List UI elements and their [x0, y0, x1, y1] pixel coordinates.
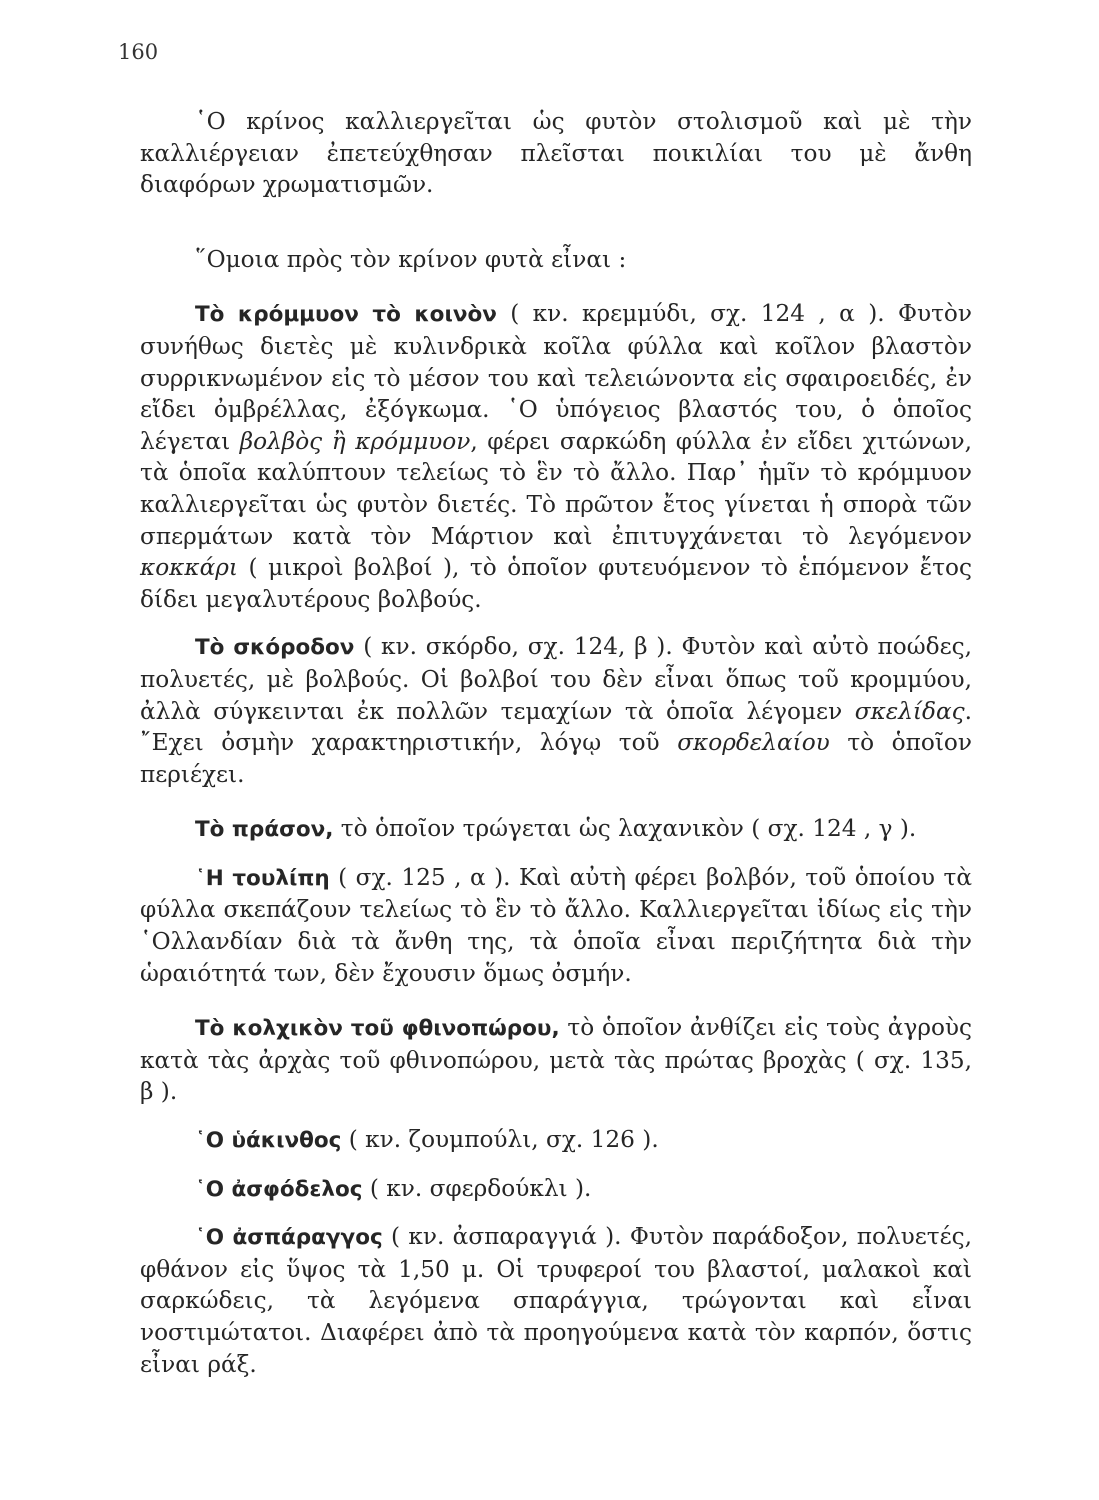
- paragraph-hyacinth: [140, 1124, 972, 1157]
- paragraph-text: ( κν. σφερδούκλι ).: [362, 1174, 592, 1202]
- term-heading: Τὸ πράσον,: [195, 817, 334, 843]
- term-heading: ῾Ο ἀσπάραγγος: [195, 1225, 383, 1251]
- paragraph-leek: [140, 813, 972, 846]
- paragraph-text: ( μικροὶ βολβοί ), τὸ ὁποῖον φυτευόμενον τὸ ἑπόμενον ἔτος δίδει μεγαλυτέρους βολβούς.: [140, 554, 972, 613]
- italic-term: σκελίδας: [854, 697, 965, 725]
- paragraph-garlic: [140, 631, 972, 790]
- body-text: [140, 106, 972, 1380]
- paragraph-asparagus: [140, 1221, 972, 1380]
- paragraph-text: ( κν. κρεμμύδι, σχ. 124 , α ). Φυτὸν συνήθως διετὲς μὲ κυλινδρικὰ κοῖλα φύλλα καὶ κοῖλον βλαστὸν συρρικνωμένον εἰς τὸ μέσον του καὶ τελειώνοντα εἰς σφαιροειδές, ἐν εἴδει ὀμβρέλλας, ἐξόγκωμα. ῾Ο ὑπόγειος βλαστός του, ὁ ὁποῖος λέγεται: [140, 300, 972, 455]
- term-heading: Τὸ κρόμμυον τὸ κοινὸν: [195, 302, 497, 328]
- paragraph-onion: [140, 298, 972, 615]
- term-heading: Τὸ σκόροδον: [195, 635, 355, 661]
- term-heading: Τὸ κολχικὸν τοῦ φθινοπώρου,: [195, 1016, 560, 1042]
- paragraph-similar-plants: [140, 244, 972, 276]
- term-heading: ῾Ο ἀσφόδελος: [195, 1176, 363, 1202]
- paragraph-text: ( κν. ζουμπούλι, σχ. 126 ).: [341, 1126, 659, 1154]
- paragraph-text: τὸ ὁποῖον τρώγεται ὡς λαχανικὸν ( σχ. 124 , γ ).: [333, 815, 917, 843]
- paragraph-text: τὸ ὁποῖον ἀνθίζει εἰς τοὺς ἀγροὺς κατὰ τὰς ἀρχὰς τοῦ φθινοπώρου, μετὰ τὰς πρώτας βροχὰς ( σχ. 135, β ).: [140, 1014, 972, 1106]
- page-number: 160: [118, 40, 159, 64]
- paragraph-text: ( κν. ἀσπαραγγιά ). Φυτὸν παράδοξον, πολυετές, φθάνον εἰς ὕψος τὰ 1,50 μ. Οἱ τρυφεροί του βλαστοί, μαλακοὶ καὶ σαρκώδεις, τὰ λεγόμενα σπαράγγια, τρώγονται καὶ εἶναι νοστιμώτατοι. Διαφέρει ἀπὸ τὰ προηγούμενα κατὰ τὸν καρπόν, ὅστις εἶναι ράξ.: [140, 1223, 972, 1378]
- paragraph-text: . ῎Εχει ὀσμὴν χαρακτηριστικήν, λόγῳ τοῦ: [140, 697, 972, 757]
- italic-term: σκορδελαίου: [677, 729, 830, 757]
- italic-term: βολβὸς ἢ κρόμμυον: [239, 427, 471, 455]
- paragraph-asphodel: [140, 1173, 972, 1206]
- paragraph-text: ( κν. σκόρδο, σχ. 124, β ). Φυτὸν καὶ αὐτὸ ποώδες, πολυετές, μὲ βολβούς. Οἱ βολβοί του δὲν εἶναι ὅπως τοῦ κρομμύου, ἀλλὰ σύγκεινται ἐκ πολλῶν τεμαχίων τὰ ὁποῖα λέγομεν: [140, 633, 972, 725]
- paragraph-text: ῾Ο κρίνος καλλιεργεῖται ὡς φυτὸν στολισμοῦ καὶ μὲ τὴν καλλιέργειαν ἐπετεύχθησαν πλεῖσται ποικιλίαι του μὲ ἄνθη διαφόρων χρωματισμῶν.: [140, 108, 972, 199]
- italic-term: κοκκάρι: [140, 554, 238, 582]
- paragraph-tulip: [140, 862, 972, 989]
- paragraph-text: ῞Ομοια πρὸς τὸν κρίνον φυτὰ εἶναι :: [195, 245, 627, 273]
- paragraph-lily-intro: [140, 106, 972, 201]
- paragraph-text: τὸ ὁποῖον περιέχει.: [140, 729, 972, 788]
- paragraph-colchicum: [140, 1012, 972, 1108]
- term-heading: ῾Η τουλίπη: [195, 865, 330, 891]
- paragraph-text: , φέρει σαρκώδη φύλλα ἐν εἴδει χιτώνων, τὰ ὁποῖα καλύπτουν τελείως τὸ ἓν τὸ ἄλλο. Παρ᾽ ἡμῖν τὸ κρόμμυον καλλιεργεῖται ὡς φυτὸν διετές. Τὸ πρῶτον ἔτος γίνεται ἡ σπορὰ τῶν σπερμάτων κατὰ τὸν Μάρτιον καὶ ἐπιτυγχάνεται τὸ λεγόμενον: [140, 427, 973, 550]
- term-heading: ῾Ο ὑάκινθος: [195, 1128, 342, 1154]
- paragraph-text: ( σχ. 125 , α ). Καὶ αὐτὴ φέρει βολβόν, τοῦ ὁποίου τὰ φύλλα σκεπάζουν τελείως τὸ ἓν τὸ ἄλλο. Καλλιεργεῖται ἰδίως εἰς τὴν ῾Ολλανδίαν διὰ τὰ ἄνθη της, τὰ ὁποῖα εἶναι περιζήτητα διὰ τὴν ὡραιότητά των, δὲν ἔχουσιν ὅμως ὀσμήν.: [140, 863, 972, 987]
